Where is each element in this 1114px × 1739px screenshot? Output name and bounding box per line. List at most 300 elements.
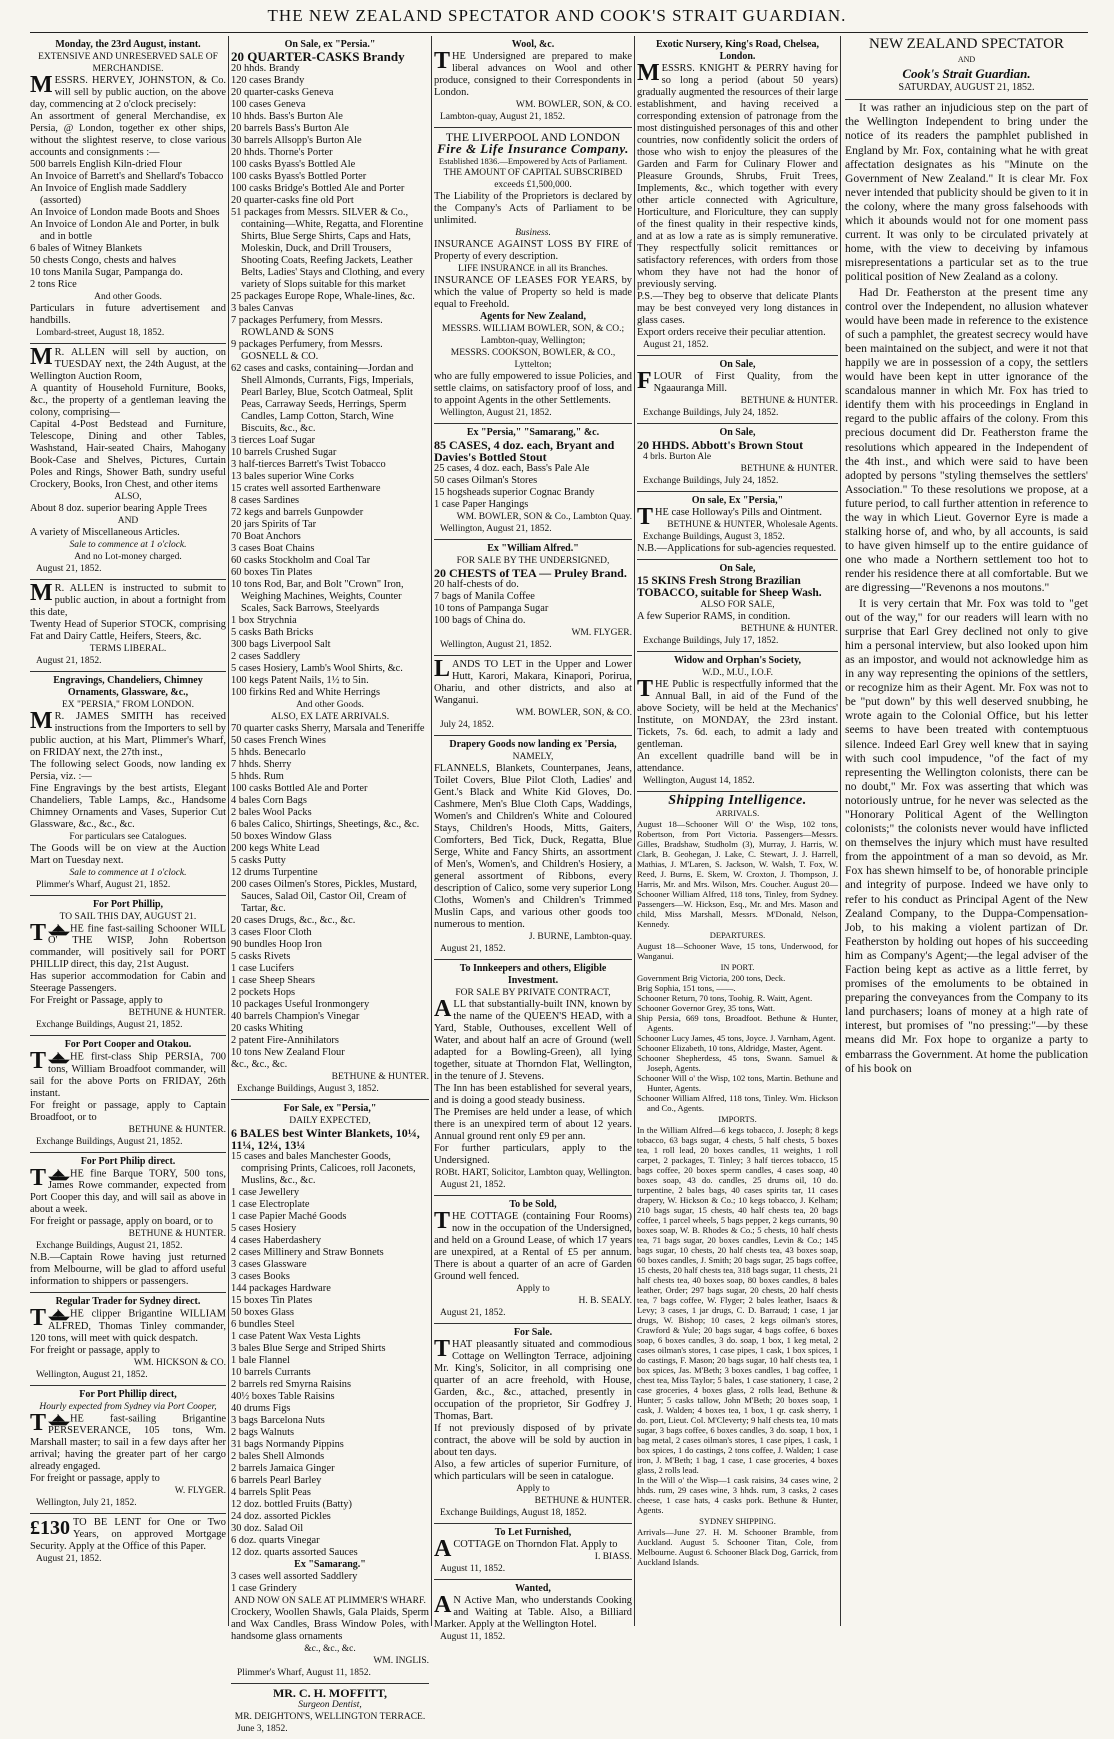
advert-body: An excellent quadrille band will be in attendance. — [637, 751, 838, 774]
list-item: Schooner William Alfred, 118 tons, Tinley. Wm. Hickson and Co., Agents. — [637, 1093, 838, 1113]
advert-body: For freight or passage, apply on board, or to — [30, 1216, 213, 1228]
advert-insurance — [434, 128, 632, 424]
list-item: 7 hhds. Sherry — [231, 759, 292, 770]
list-item: Schooner Governor Grey, 35 tons, Watt. — [637, 1003, 775, 1013]
advert-subheading: TO SAIL THIS DAY, AUGUST 21. — [59, 912, 197, 922]
drop-cap: T — [434, 1208, 451, 1234]
advert-note: &c., &c., &c. — [304, 1644, 356, 1654]
advert-date: Plimmer's Wharf, August 21, 1852. — [36, 880, 171, 890]
list-item: 20 jars Spirits of Tar — [231, 519, 317, 530]
advert-body: Twenty Head of Superior STOCK, comprising Fat and Dairy Cattle, Heifers, Steers, &c. — [30, 619, 226, 642]
advert-body: For freight or passage, apply to — [30, 1472, 160, 1484]
editorial-body — [845, 101, 1088, 1075]
advert-date: Exchange Buildings, August 21, 1852. — [36, 1241, 183, 1252]
advert-note: ALSO FOR SALE, — [700, 600, 775, 610]
editorial-column — [845, 36, 1088, 1626]
editorial-masthead-subtitle: Cook's Strait Guardian. — [902, 66, 1031, 82]
advert-note: Sale to commence at 1 o'clock. — [69, 540, 187, 550]
advert-body: The Premises are held under a lease, of which there is an unexpired term of about 12 years. Annual ground rent only £9 per ann. — [434, 1107, 632, 1142]
advert-lead-line: 20 HHDS. Abbott's Brown Stout — [637, 438, 804, 452]
advert-body: 4 brls. Burton Ale — [643, 452, 712, 462]
advert-drapery — [434, 736, 632, 960]
advert-signature: BETHUNE & HUNTER. — [128, 1229, 226, 1240]
list-item: 2 bags Walnuts — [231, 1427, 295, 1438]
list-item: 4 cases Haberdashery — [231, 1235, 322, 1246]
advert-body: For freight or passage, apply to — [30, 1344, 160, 1356]
list-item: Schooner Will o' the Wisp, 102 tons, Martin. Bethune and Hunter, Agents. — [637, 1073, 838, 1093]
advert-allen-stock — [30, 580, 226, 672]
editorial-paragraph: It is very certain that Mr. Fox was told to "get out of the way," for our readers will learn with no surprise that Earl Grey declined not only to give him a personal interview, but also looked upon him as an impostor, and would not acknowledge him as in any way representing the opinions of the settlers, or recognize him as their Agent. Mr. Fox was not to be "put down" by this well deserved snubbing, he wrote again to the Colonial Office, but his letter seems to have been treated with contemptuous silence. Indeed Earl Grey well knew that in saying with such cool impudence, "of the fact of my representing the Wellington colonists, there can be no doubt," Mr. Fox was asserting that which was notoriously untrue, for he never was selected as the "Honorary Political Agent of the Wellington colonists;" the colonists never would have inflicted on themselves the injury which must have resulted from the appointment of a man so devoid, as Mr. Fox has shewn himself to be, of honorable principle and integrity of purpose. Indeed we have only to refer to his conduct as Principal Agent of the New Zealand Company, to the Duppa-Compensation-Job, to his making a violent partizan of Dr. Featherston by holding out hopes of his succeeding him as Company's Agent;—the legal adviser of the Faction being kept as active as a little ferret, by promises of the emoluments to be obtained in preparing the conveyances from the Company to its land purchasers; loans of money at a high rate of interest, but promises of "no pressing:"—by these means did Mr. Fox hope to organize a party to embarrass the Government. At home the publication of his book on — [845, 596, 1088, 1075]
advert-signature: BETHUNE & HUNTER. — [740, 464, 838, 474]
advert-body: HE first-class Ship PERSIA, 700 tons, William Broadfoot commander, will sail for the above Ports on FRIDAY, 26th instant. — [30, 1051, 226, 1099]
drop-cap: T — [434, 48, 451, 74]
advert-date: Exchange Buildings, August 3, 1852. — [237, 1084, 379, 1094]
in-port-list — [637, 973, 838, 1113]
list-item: Government Brig Victoria, 200 tons, Deck. — [637, 973, 786, 983]
list-item: 100 casks Byass's Bottled Ale — [231, 159, 356, 170]
list-item: 10 tons New Zealand Flour — [231, 1047, 345, 1058]
advert-heading: For Port Phillip, — [92, 899, 164, 910]
advert-body: HE fast-sailing Brigantine PERSEVERANCE, 105 tons, Wm. Marshall master; to sail in a few days after her arrival; having the greater part of her cargo already engaged. — [30, 1412, 226, 1472]
advert-signature: BETHUNE & HUNTER. — [740, 624, 838, 634]
advert-signature: BETHUNE & HUNTER, Wholesale Agents. — [667, 520, 838, 530]
advert-body: MESSRS. COOKSON, BOWLER, & CO., Lyttelton; — [450, 348, 616, 370]
advert-body: R. ALLEN will sell by auction, on TUESDAY next, the 24th August, at the Wellington Auction Room, — [30, 347, 226, 382]
advert-body: Fine Engravings by the best artists, Elegant Chandeliers, Table Lamps, &c., Handsome Chimney Ornaments and Vases, Superior Cut Glassware, &c., &c., &c. — [30, 783, 226, 830]
advert-tobacco — [637, 560, 838, 652]
advert-note: AND NOW ON SALE AT PLIMMER'S WHARF. — [234, 1596, 426, 1606]
advert-heading: Engravings, Chandeliers, Chimney Ornaments, Glassware, &c., — [53, 675, 203, 698]
editorial-masthead: NEW ZEALAND SPECTATOR — [869, 36, 1064, 52]
drop-cap: M — [30, 580, 53, 606]
list-item: 15 hogsheads superior Cognac Brandy — [434, 487, 595, 498]
advert-heading: Regular Trader for Sydney direct. — [55, 1296, 201, 1308]
advert-signature: W. FLYGER. — [174, 1485, 226, 1496]
advert-date: Wellington, August 21, 1852. — [440, 408, 552, 418]
list-item: 2 barrels Jamaica Ginger — [231, 1463, 335, 1474]
list-item: 10 tons Rod, Bar, and Bolt "Crown" Iron, Weighing Machines, Weights, Counter Scales, Sack Barrows, Steelyards — [231, 579, 404, 614]
drop-cap: T — [30, 920, 47, 946]
advert-signature: BETHUNE & HUNTER. — [331, 1072, 429, 1082]
list-item: 40 barrels Champion's Vinegar — [231, 1011, 360, 1022]
list-item: Schooner Lucy James, 45 tons, Joyce. J. Varnham, Agent. — [637, 1033, 836, 1043]
advert-body: HE COTTAGE (containing Four Rooms) now in the occupation of the Undersigned, and held on a Ground Lease, of which 17 years are unexpired, at a Rental of £5 per annum. There is about a quarter of an acre of Garden Ground well fenced. — [434, 1211, 632, 1282]
list-item: 50 boxes Glass — [231, 1307, 294, 1318]
list-item: 144 packages Hardware — [231, 1283, 331, 1294]
advert-body: who are fully empowered to issue Policies, and settle claims, on satisfactory proof of loss, and to appoint Agents in the other Settlements. — [434, 371, 632, 406]
advert-subheading: EX "PERSIA," FROM LONDON. — [61, 700, 195, 710]
advert-date: Wellington, August 21, 1852. — [440, 524, 552, 534]
drop-cap: A — [434, 1592, 452, 1618]
list-item: 20 quarter-casks fine old Port — [231, 195, 354, 206]
advert-body: HE clipper Brigantine WILLIAM ALFRED, Thomas Tinley commander, 120 tons, will meet with quick despatch. — [30, 1308, 226, 1344]
advert-note: Particulars in future advertisement and handbills. — [30, 303, 226, 326]
loan-amount: £130 — [30, 1516, 70, 1539]
list-item: 3 cases Books — [231, 1271, 290, 1282]
list-item: 25 cases, 4 doz. each, Bass's Pale Ale — [434, 463, 590, 474]
list-item: 1 case Patent Wax Vesta Lights — [231, 1331, 361, 1342]
column-1 — [30, 36, 226, 1626]
list-item: 500 barrels English Kiln-dried Flour — [30, 159, 182, 170]
advert-body: ESSRS. KNIGHT & PERRY having for so long a period (about 50 years) gradually augmented the resources of their large establishment, and having received a corresponding extension of patronage from the most distinguished personages of this and other countries, now confidently solicit the orders of those who wish to enjoy the pleasures of the Garden and Farm for Culinary Flower and Pleasure Grounds, Shrubs, Fruit Trees, Implements, &c., which together with every other article connected with Agriculture, Horticulture, and Floriculture, they can supply of the finest quality in their respective kinds, and at as low a rate as is simply remunerative. They respectfully solicit remittances or satisfactory references, with orders from those whom they have not had the honor of previously serving. — [637, 63, 838, 290]
item-list — [231, 723, 429, 1071]
list-item: 6 bales of Witney Blankets — [30, 243, 142, 254]
column-2 — [231, 36, 429, 1734]
list-item: 2 bales Wool Packs — [231, 807, 312, 818]
advert-heading: To Innkeepers and others, Eligible Investment. — [459, 963, 607, 986]
editorial-masthead-and: AND — [957, 55, 976, 64]
drop-cap: T — [434, 1336, 451, 1362]
advert-date: August 21, 1852. — [36, 1553, 102, 1564]
advert-body: P.S.—They beg to observe that delicate Plants may be best conveyed very long distances in glass cases. — [637, 291, 838, 326]
section-subheading: SYDNEY SHIPPING. — [699, 1516, 776, 1526]
advert-date: Wellington, July 21, 1852. — [36, 1497, 137, 1508]
list-item: 1 case Grindery — [231, 1583, 297, 1594]
advert-date: August 21, 1852. — [36, 656, 102, 666]
list-item: 10 packages Useful Ironmongery — [231, 999, 370, 1010]
advert-note: And other Goods. — [94, 292, 162, 302]
list-item: 12 drums Turpentine — [231, 867, 318, 878]
advert-date: August 21, 1852. — [440, 1308, 506, 1318]
list-item: Ship Persia, 669 tons, Broadfoot. Bethune & Hunter, Agents. — [637, 1013, 838, 1033]
advert-signature: BETHUNE & HUNTER. — [128, 1008, 226, 1019]
ship-icon — [48, 1168, 70, 1180]
list-item: 3 cases Glassware — [231, 1259, 307, 1270]
list-item: 20 cases Drugs, &c., &c., &c. — [231, 915, 356, 926]
list-item: 200 cases Oilmen's Stores, Pickles, Mustard, Sauces, Salad Oil, Castor Oil, Cream of Tartar, &c. — [231, 879, 417, 914]
list-item: 20 quarter-casks Geneva — [231, 87, 334, 98]
section-subheading: IN PORT. — [720, 962, 755, 972]
list-item: 100 kegs Patent Nails, 1½ to 5in. — [231, 675, 369, 686]
advert-address: MR. DEIGHTON'S, WELLINGTON TERRACE. — [234, 1712, 426, 1722]
advert-heading: THE LIVERPOOL AND LONDON — [445, 130, 621, 144]
list-item: 300 bags Liverpool Salt — [231, 639, 331, 650]
advert-heading: Monday, the 23rd August, instant. — [55, 39, 201, 50]
page-columns — [30, 36, 1088, 1734]
list-item: 15 crates well assorted Earthenware — [231, 483, 381, 494]
list-item: 3 tierces Loaf Sugar — [231, 435, 315, 446]
list-item: 2 cases Saddlery — [231, 651, 301, 662]
advert-date: Plimmer's Wharf, August 11, 1852. — [237, 1668, 371, 1678]
advert-will-o-the-wisp — [30, 896, 226, 1036]
column-rule — [840, 36, 841, 1626]
arrivals-text: August 18—Schooner Will O' the Wisp, 102 tons, Robertson, from Port Victoria. Passengers—Messrs. Gilles, Bradshaw, Studholm (3), Murray, J. Harris, W. Clark, B. Geohegan, J. Lake, C. Stewart, J. J. Harrell, Mathias, J. M'Laren, S. Jackson, W. Walsh, T. Fox, W. Reed, J. Burns, E. Skem, W. Croxton, J. Thompson, J. Harris, Mr. and Mrs. Wilson, Mrs. Coucher. August 20—Schooner William Alfred, 118 tons, Tinley, from Sydney. Passengers—W. Hickson, Esq., Mr. and Mrs. Mason and child, Miss Marshall, Messrs. M'Donald, Nelson, Kennedy. — [637, 819, 838, 929]
advert-note: ALSO, EX LATE ARRIVALS. — [270, 712, 390, 722]
list-item: 5 hhds. Rum — [231, 771, 284, 782]
list-item: 25 packages Europe Rope, Whale-lines, &c. — [231, 291, 415, 302]
advert-date: Exchange Buildings, July 24, 1852. — [643, 476, 779, 486]
advert-heading: On sale, Ex "Persia," — [691, 495, 784, 506]
list-item: 3 cases Floor Cloth — [231, 927, 312, 938]
advert-body: LOUR of First Quality, from the Ngaauranga Mill. — [653, 371, 838, 394]
list-item: 100 bags of China do. — [434, 615, 526, 626]
advert-date: August 21, 1852. — [440, 1180, 506, 1190]
list-item: An Invoice of London Ale and Porter, in bulk and in bottle — [30, 219, 220, 242]
drop-cap: T — [637, 676, 654, 702]
advert-lead-line: 15 SKINS Fresh Strong Brazilian TOBACCO, suitable for Sheep Wash. — [637, 575, 822, 599]
editorial-date: SATURDAY, AUGUST 21, 1852. — [845, 81, 1088, 100]
advert-heading: Wool, &c. — [511, 39, 555, 50]
advert-signature: WM. BOWLER, SON, & CO. — [515, 100, 632, 110]
list-item: 50 cases French Wines — [231, 735, 326, 746]
advert-heading: On Sale, — [719, 427, 756, 438]
advert-note: N.B.—Applications for sub-agencies requested. — [637, 543, 837, 554]
advert-body: Crockery, Woollen Shawls, Gala Plaids, Sperm and Wax Candles, Brass Window Poles, with handsome glass ornaments — [231, 1607, 429, 1642]
advert-body: Also, a few articles of superior Furniture, of which particulars will be seen in catalogue. — [434, 1459, 632, 1482]
advert-date: August 21, 1852. — [440, 944, 506, 954]
advert-signature: ROBt. HART, Solicitor, Lambton quay, Wellington. — [435, 1168, 632, 1178]
advert-signature: WM. HICKSON & CO. — [133, 1357, 226, 1368]
advert-note: N.B.—Captain Rowe having just returned from Melbourne, will be glad to afford useful information to shippers or passengers. — [30, 1252, 226, 1288]
advert-body: For Freight or Passage, apply to — [30, 995, 163, 1007]
drop-cap: T — [30, 1048, 47, 1075]
list-item: 100 casks Bridge's Bottled Ale and Porter — [231, 183, 405, 194]
list-item: 51 packages from Messrs. SILVER & Co., containing—White, Regatta, and Florentine Shirts, Blue Serge Shirts, Caps and Hats, Moleskin, Duck, and Drill Trousers, Shooting Coats, Reefing Jackets, Leather Belts, Ladies' Stays and Clothing, and every variety of Slops suitable for this market — [231, 207, 425, 290]
advert-heading: Widow and Orphan's Society, — [673, 655, 802, 666]
sydney-shipping-text: Arrivals—June 27. H. M. Schooner Bramble, from Auckland. August 5. Schooner Titan, Cole, from Melbourne. August 6. Schooner Black Dog, Garrick, from Auckland Islands. — [637, 1527, 838, 1567]
advert-body: The following select Goods, now landing ex Persia, viz. :— — [30, 759, 226, 782]
advert-flour — [637, 356, 838, 424]
masthead: THE NEW ZEALAND SPECTATOR AND COOK'S STRAIT GUARDIAN. — [267, 6, 847, 25]
list-item: 20 barrels Bass's Burton Ale — [231, 123, 349, 134]
advert-widow-society — [637, 652, 838, 792]
advert-inglis — [231, 1100, 429, 1684]
advert-subheading: EXTENSIVE AND UNRESERVED SALE OF MERCHANDISE. — [38, 52, 218, 74]
advert-persia-goods — [231, 36, 429, 1100]
list-item: 3 bales Canvas — [231, 303, 294, 314]
editorial-paragraph: It was rather an injudicious step on the part of the Wellington Independent to bring under the notice of its readers the pamphlet published in England by Mr. Fox, containing what he with great affectation designates as his "Minute on the Government of New Zealand." It is clear Mr. Fox never intended that publicity should be given to it in the colony, where the many gross falsehoods with which it abounds would not for one moment pass current. It was only to be circulated privately at home, with the view to deceiving by infamous misrepresentations a particular set as to the true political position of New Zealand as a colony. — [845, 101, 1088, 284]
advert-nursery — [637, 36, 838, 356]
advert-body: LL that substantially-built INN, known by the name of the QUEEN'S HEAD, with a Yard, Stable, Outhouses, excellent Well of Water, and about half an acre of Ground (well adapted for a Bowling-Green), all lying together, situate at Thorndon Flat, Wellington, in the tenure of J. Stevens. — [434, 999, 632, 1082]
advert-holloway — [637, 492, 838, 560]
list-item: An Invoice of London made Boots and Shoes — [30, 207, 220, 218]
list-item: 7 packages Perfumery, from Messrs. ROWLAND & SONS — [231, 315, 383, 338]
column-rule — [634, 36, 635, 1626]
advert-heading: For Port Cooper and Otakou. — [64, 1039, 192, 1051]
advert-heading: Fire & Life Insurance Company. — [437, 141, 629, 156]
advert-body: A variety of Miscellaneous Articles. — [30, 527, 180, 538]
item-list — [231, 63, 429, 699]
advert-bowler-stout — [434, 424, 632, 540]
drop-cap: T — [30, 1164, 47, 1191]
advert-body: INSURANCE OF LEASES FOR YEARS, by which the value of Property so held is made equal to Freehold. — [434, 275, 632, 310]
advert-body: HE fine fast-sailing Schooner WILL O' THE WISP, John Robertson commander, will positively sail for PORT PHILLIP direct, this day, 21st August. — [30, 923, 226, 971]
list-item: 10 barrels Currants — [231, 1367, 311, 1378]
advert-body: A quantity of Household Furniture, Books, &c., the property of a gentleman leaving the colony, comprising— — [30, 383, 226, 418]
list-item: Schooner Elizabeth, 10 tons, Aldridge, Master, Agent. — [637, 1043, 823, 1053]
advert-perseverance — [30, 1386, 226, 1514]
advert-subheading: FOR SALE BY PRIVATE CONTRACT, — [455, 988, 611, 998]
advert-body: R. ALLEN is instructed to submit to public auction, in about a fortnight from this date, — [30, 583, 226, 618]
list-item: 5 casks Putty — [231, 855, 286, 866]
masthead-rule — [30, 32, 1088, 33]
list-item: 100 casks Bottled Ale and Porter — [231, 783, 368, 794]
advert-note: For particulars see Catalogues. — [69, 832, 187, 842]
list-item: 15 boxes Tin Plates — [231, 1295, 313, 1306]
list-item: 50 boxes Window Glass — [231, 831, 332, 842]
list-item: 60 boxes Tin Plates — [231, 567, 313, 578]
list-item: 15 cases and bales Manchester Goods, comprising Prints, Calicoes, roll Jaconets, Muslins, &c., &c. — [231, 1151, 416, 1186]
departures-text: August 18—Schooner Wave, 15 tons, Underwood, for Wanganui. — [637, 941, 838, 961]
drop-cap: M — [30, 344, 53, 370]
advert-note: Established 1836.—Empowered by Acts of Parliament. — [438, 156, 628, 166]
list-item: 1 case Paper Hangings — [434, 499, 529, 510]
list-item: 3 half-tierces Barrett's Twist Tobacco — [231, 459, 386, 470]
section-subheading: DEPARTURES. — [709, 930, 766, 940]
advert-body: COTTAGE on Thorndon Flat. Apply to — [453, 1539, 618, 1550]
advert-lead-line: 20 QUARTER-CASKS Brandy — [231, 49, 405, 64]
list-item: 3 cases well assorted Saddlery — [231, 1571, 358, 1582]
advert-body: HE fine Barque TORY, 500 tons, James Rowe commander, expected from Port Cooper this day, and will sail as above in about a week. — [30, 1168, 226, 1216]
advert-stout — [637, 424, 838, 492]
advert-body: A few Superior RAMS, in condition. — [637, 611, 791, 622]
advert-heading: On Sale, ex "Persia." — [284, 39, 376, 50]
list-item: 1 case Jewellery — [231, 1187, 300, 1198]
advert-date: Wellington, August 14, 1852. — [643, 776, 755, 786]
advert-heading: Drapery Goods now landing ex 'Persia, — [449, 739, 617, 750]
advert-note: AND — [117, 516, 139, 526]
advert-body: MESSRS. WILLIAM BOWLER, SON, & CO.; Lambton-quay, Wellington; — [441, 324, 625, 346]
advert-date: Lambton-quay, August 21, 1852. — [440, 112, 565, 122]
drop-cap: T — [30, 1409, 47, 1436]
list-item: &c., &c., &c. — [231, 1059, 288, 1070]
list-item: 1 case Lucifers — [231, 963, 294, 974]
list-item: 5 cases Hosiery — [231, 1223, 297, 1234]
item-list — [30, 159, 226, 291]
advert-heading: MR. C. H. MOFFITT, — [272, 1686, 388, 1700]
drop-cap: M — [30, 708, 53, 734]
list-item: 4 bales Corn Bags — [231, 795, 307, 806]
section-subheading: ARRIVALS. — [715, 808, 760, 818]
advert-body: LIFE INSURANCE in all its Branches. — [458, 264, 608, 274]
advert-lead-line: 20 CHESTS of TEA — Pruley Brand. — [434, 566, 627, 580]
advert-body: TO BE LENT for One or Two Years, on approved Mortgage Security. Apply at the Office of this Paper. — [30, 1516, 226, 1552]
list-item: 50 cases Oilman's Stores — [434, 475, 538, 486]
advert-william-alfred — [30, 1293, 226, 1385]
list-item: 8 cases Sardines — [231, 495, 300, 506]
section-title: Shipping Intelligence. — [668, 793, 807, 808]
list-item: 5 cases Hosiery, Lamb's Wool Shirts, &c. — [231, 663, 403, 674]
advert-note: Business. — [515, 228, 551, 238]
list-item: 24 doz. assorted Pickles — [231, 1511, 331, 1522]
list-item: 3 bales Blue Serge and Striped Shirts — [231, 1343, 386, 1354]
advert-engravings — [30, 672, 226, 896]
list-item: 2 tons Rice — [30, 279, 77, 290]
advert-body: Export orders receive their peculiar attention. — [637, 327, 826, 338]
list-item: 5 casks Rivets — [231, 951, 291, 962]
list-item: 62 cases and casks, containing—Jordan and Shell Almonds, Currants, Figs, Imperials, Pearl Barley, Blue, Scotch Oatmeal, Split Peas, Carraway Seeds, Herrings, Sperm Candles, Lamp Cotton, Starch, Wine Biscuits, &c., &c. — [231, 363, 414, 434]
list-item: 10 hhds. Bass's Burton Ale — [231, 111, 343, 122]
advert-body: About 8 doz. superior bearing Apple Trees — [30, 503, 207, 514]
advert-wanted — [434, 1580, 632, 1647]
item-list — [434, 463, 632, 511]
advert-heading: Agents for New Zealand, — [480, 311, 586, 322]
advert-date: Exchange Buildings, August 18, 1852. — [440, 1508, 587, 1518]
list-item: Brig Sophia, 151 tons, ——. — [637, 983, 736, 993]
advert-heading: On Sale, — [719, 359, 756, 370]
advert-signature: WM. INGLIS. — [373, 1656, 429, 1666]
advert-date: Exchange Buildings, August 21, 1852. — [36, 1136, 183, 1147]
advert-body: Apply to — [516, 1284, 550, 1294]
advert-heading: Wanted, — [515, 1583, 551, 1594]
advert-signature: H. B. SEALY. — [578, 1296, 632, 1306]
column-rule — [431, 36, 432, 1626]
list-item: 1 bale Flannel — [231, 1355, 290, 1366]
list-item: An Invoice of Barrett's and Shellard's Tobacco — [30, 171, 224, 182]
advert-subheading: Hourly expected from Sydney via Port Cooper, — [39, 1401, 217, 1412]
list-item: 40½ boxes Table Raisins — [231, 1391, 335, 1402]
list-item: 1 case Papier Maché Goods — [231, 1211, 347, 1222]
list-item: 6 bales Calico, Shirtings, Sheetings, &c., &c. — [231, 819, 420, 830]
advert-note: And other Goods. — [296, 700, 364, 710]
list-item: 1 case Sheep Shears — [231, 975, 315, 986]
advert-signature: WM. BOWLER, SON, & CO. — [515, 708, 632, 718]
advert-dentist — [231, 1684, 429, 1739]
column-rule — [228, 36, 229, 1626]
advert-note: TERMS LIBERAL. — [89, 644, 167, 654]
advert-body: HE case Holloway's Pills and Ointment. — [655, 507, 822, 518]
list-item: 70 Boat Anchors — [231, 531, 301, 542]
list-item: 120 cases Brandy — [231, 75, 305, 86]
drop-cap: A — [434, 996, 452, 1022]
list-item: 30 doz. Salad Oil — [231, 1523, 304, 1534]
advert-lead-line: 85 CASES, 4 doz. each, Bryant and Davies's Bottled Stout — [434, 438, 615, 464]
list-item: 6 doz. quarts Vinegar — [231, 1535, 320, 1546]
list-item: 4 barrels Split Peas — [231, 1487, 311, 1498]
advert-date: August 21, 1852. — [643, 340, 709, 350]
advert-to-let — [434, 1524, 632, 1580]
shipping-intelligence — [637, 792, 838, 1571]
list-item: 20 casks Whiting — [231, 1023, 303, 1034]
advert-subheading: NAMELY, — [512, 752, 554, 762]
advert-heading: Exotic Nursery, King's Road, Chelsea, London. — [655, 39, 820, 62]
list-item: 5 casks Bath Bricks — [231, 627, 314, 638]
advert-body: Capital 4-Post Bedstead and Furniture, Telescope, Dining and other Tables, Washstand, Hair-seated Chairs, Mahogany Book-Case and Shelves, Pictures, Curtain Poles and Rings, Shower Bath, sundry useful Crockery, Books, Iron Chest, and other items — [30, 419, 226, 490]
advert-body: ANDS TO LET in the Upper and Lower Hutt, Karori, Makara, Kinapori, Porirua, Ohariu, and other districts, and also at Wanganui. — [434, 659, 632, 706]
list-item: 12 doz. quarts assorted Sauces — [231, 1547, 358, 1558]
advert-merchandise-sale — [30, 36, 226, 344]
drop-cap: M — [30, 72, 53, 98]
advert-lands — [434, 656, 632, 736]
advert-lead-line: 6 BALES best Winter Blankets, 10¼, 11¼, 12¼, 13¼ — [231, 1126, 420, 1152]
list-item: Schooner Shepherdess, 45 tons, Swann. Samuel & Joseph, Agents. — [637, 1053, 838, 1073]
drop-cap: F — [637, 368, 652, 394]
list-item: 2 bales Shell Almonds — [231, 1451, 325, 1462]
list-item: 20 hhds. Brandy — [231, 63, 300, 74]
advert-body: Has superior accommodation for Cabin and Steerage Passengers. — [30, 971, 226, 995]
advert-heading: To Let Furnished, — [494, 1527, 572, 1538]
advert-heading: Ex "Persia," "Samarang," &c. — [466, 427, 600, 438]
advert-date: Lombard-street, August 18, 1852. — [36, 328, 165, 338]
list-item: 10 tons of Pampanga Sugar — [434, 603, 549, 614]
advert-persia — [30, 1036, 226, 1152]
advert-subheading: Surgeon Dentist, — [298, 1700, 362, 1710]
advert-heading: To be Sold, — [509, 1199, 557, 1210]
list-item: 3 cases Boat Chains — [231, 543, 315, 554]
advert-date: Exchange Buildings, August 3, 1852. — [643, 532, 785, 542]
advert-date: Wellington, August 21, 1852. — [36, 1369, 148, 1380]
list-item: 2 cases Millinery and Straw Bonnets — [231, 1247, 384, 1258]
advert-body: INSURANCE AGAINST LOSS BY FIRE of Property of every description. — [434, 239, 632, 262]
advert-note: Sale to commence at 1 o'clock. — [69, 868, 187, 878]
advert-body: R. JAMES SMITH has received instructions from the Importers to sell by public auction, at his Mart, Plimmer's Wharf, on FRIDAY next, the 27th inst., — [30, 711, 226, 758]
list-item: 100 casks Byass's Bottled Porter — [231, 171, 367, 182]
section-subheading: IMPORTS. — [718, 1114, 757, 1124]
list-item: 9 packages Perfumery, from Messrs. GOSNELL & CO. — [231, 339, 383, 362]
advert-subheading: W.D., M.U., I.O.F. — [702, 668, 773, 678]
list-item: 3 bags Barcelona Nuts — [231, 1415, 325, 1426]
imports-text: In the Will o' the Wisp—1 cask raisins, 34 cases wine, 2 hhds. rum, 29 cases wine, 3 hhds. rum, 3 casks, 2 cases cheese, 1 case hats, 4 casks pork. Bethune & Hunter, Agents. — [637, 1475, 838, 1515]
